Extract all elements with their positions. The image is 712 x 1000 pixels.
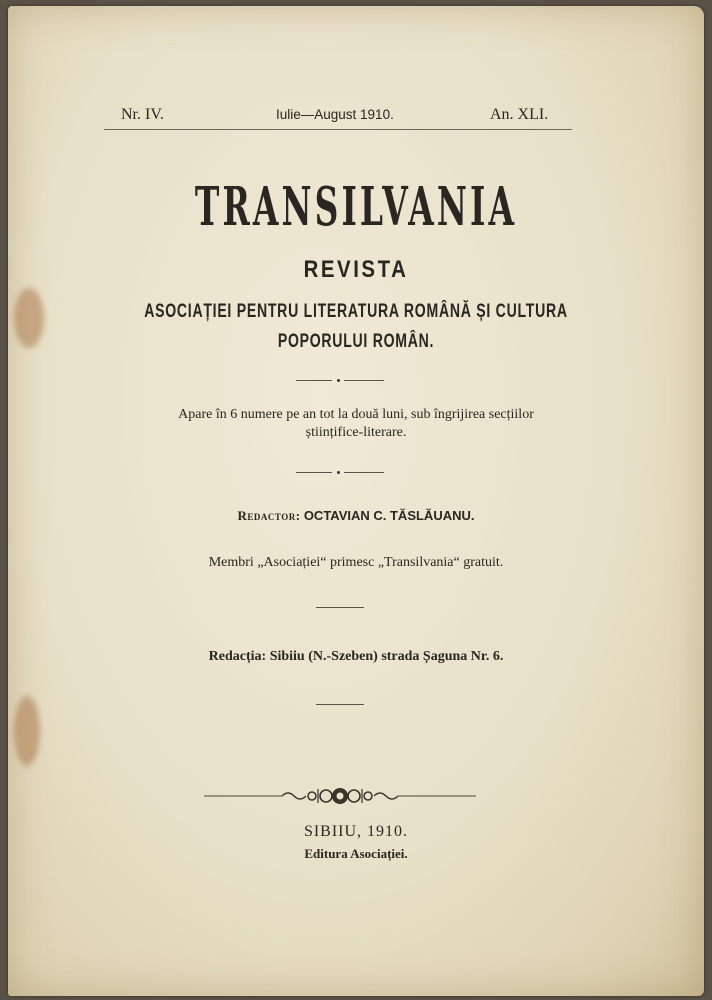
issue-period: Iulie—August 1910. xyxy=(276,107,394,122)
imprint-publisher: Editura Asociației. xyxy=(304,846,408,861)
editor-line xyxy=(0,508,712,524)
members-note: Membri „Asociației“ primesc „Transilvania“ gratuit. xyxy=(208,555,504,570)
rust-stain-bottom xyxy=(14,696,40,766)
journal-title: TRANSILVANIA xyxy=(194,176,518,238)
publication-note-line-2: științifice-literare. xyxy=(305,425,407,440)
short-rule-1 xyxy=(316,607,364,608)
journal-subtitle: REVISTA xyxy=(303,256,409,283)
rust-stain-top xyxy=(14,288,44,348)
header-rule xyxy=(104,129,572,130)
volume-year: An. XLI. xyxy=(490,106,549,123)
short-rule-2 xyxy=(316,704,364,705)
editorial-office: Redacția: Sibiiu (N.-Szeben) strada Șaguna Nr. 6. xyxy=(208,649,504,664)
editor-label: Redactor: xyxy=(237,508,301,523)
issue-number: Nr. IV. xyxy=(121,106,164,123)
floral-ornament-icon xyxy=(200,784,480,808)
association-line-2: POPORULUI ROMÂN. xyxy=(277,331,435,352)
publication-note-line-1: Apare în 6 numere pe an tot la două luni, sub îngrijirea secțiilor xyxy=(178,407,534,422)
editor-name: OCTAVIAN C. TĂSLĂUANU. xyxy=(303,508,475,523)
imprint-city: SIBIIU, 1910. xyxy=(303,823,409,840)
association-line-1: ASOCIAȚIEI PENTRU LITERATURA ROMÂNĂ ȘI CULTURA xyxy=(144,301,568,322)
